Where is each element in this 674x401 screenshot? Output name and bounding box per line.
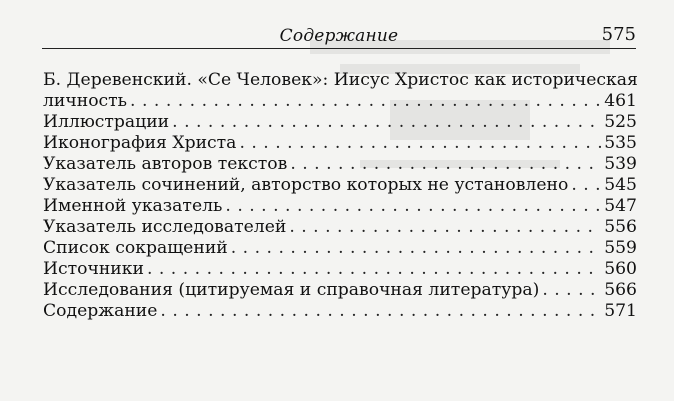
toc-entry-page: 560 [604, 259, 637, 279]
dot-leader [239, 133, 601, 154]
running-header [42, 14, 636, 49]
dot-leader [172, 112, 601, 133]
running-header-title: Содержание [279, 26, 399, 46]
toc-entry-title: Источники [43, 259, 144, 279]
dot-leader [289, 217, 601, 238]
dot-leader [542, 280, 601, 301]
toc-entry [43, 112, 637, 133]
toc-entry [43, 301, 637, 322]
toc-entry-page: 571 [604, 301, 637, 321]
toc-entry [43, 217, 637, 238]
dot-leader [290, 154, 601, 175]
dot-leader [231, 238, 601, 259]
toc-entry-page: 525 [604, 112, 637, 132]
toc-entry-page: 556 [604, 217, 637, 237]
dot-leader [225, 196, 601, 217]
toc-entry-title: Содержание [43, 301, 158, 321]
toc-entry-title: Именной указатель [43, 196, 223, 216]
toc-entry [43, 196, 637, 217]
dot-leader [160, 301, 601, 322]
page-number: 575 [601, 24, 636, 45]
toc-entry-page: 461 [604, 91, 637, 111]
toc-entry-page: 559 [604, 238, 637, 258]
toc-entry-title: Список сокращений [43, 238, 228, 258]
dot-leader [130, 91, 601, 112]
dot-leader [147, 259, 601, 280]
toc-entry-title: Иконография Христа [43, 133, 237, 153]
toc-entry [43, 70, 637, 112]
toc-entry-title: Указатель авторов текстов [43, 154, 288, 174]
toc-entry [43, 154, 637, 175]
toc-entry-title: Указатель исследователей [43, 217, 287, 237]
toc-entry-page: 535 [604, 133, 637, 153]
toc-entry-page: 566 [604, 280, 637, 300]
toc-entry [43, 175, 637, 196]
table-of-contents [43, 70, 637, 322]
toc-entry-title-line1: Б. Деревенский. «Се Человек»: Иисус Христос как историческая [43, 70, 638, 90]
toc-entry [43, 259, 637, 280]
toc-entry-page: 545 [604, 175, 637, 195]
toc-entry-page: 547 [604, 196, 637, 216]
toc-entry-title: Указатель сочинений, авторство которых не установлено [43, 175, 569, 195]
toc-entry-page: 539 [604, 154, 637, 174]
toc-entry [43, 238, 637, 259]
toc-entry-title: Иллюстрации [43, 112, 170, 132]
dot-leader [571, 175, 601, 196]
toc-entry-title-line2: личность [43, 91, 128, 111]
toc-entry-title: Исследования (цитируемая и справочная литература) [43, 280, 540, 300]
toc-entry [43, 133, 637, 154]
toc-entry [43, 280, 637, 301]
